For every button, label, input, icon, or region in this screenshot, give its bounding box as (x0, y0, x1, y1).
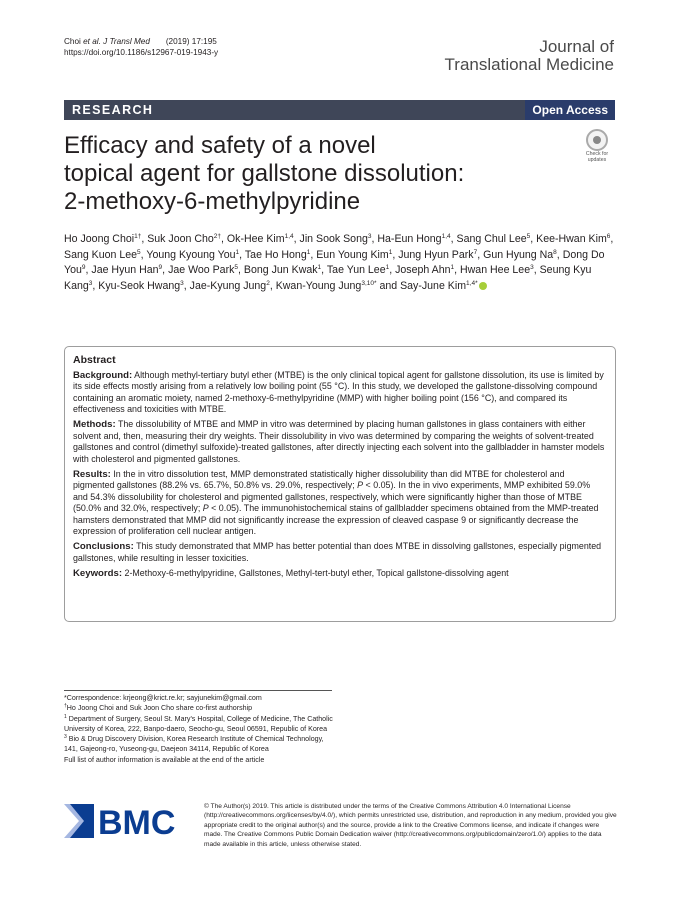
section-label: RESEARCH (72, 103, 154, 117)
author-affiliation-mark: 1 (450, 264, 455, 271)
author-affiliation-mark: 5 (526, 233, 531, 240)
author-list: Ho Joong Choi$^{1\dagger}$, Suk Joon Cho$^{2\dagger}$, Ok-Hee Kim$^{1,4}$, Jin Sook Song$^3$, Ha-Eun Hong$^{1,4}$, Sang Chul Lee$^5$, Kee-Hwan Kim$^6$, Sang Kuon Lee$^5$, Young Kyoung You$^1$, Tae Ho Hong$^1$, Eun Young Kim$^1$, Jung Hyun Park$^7$, Gun Hyung Na$^8$, Dong Do You$^9$, Jae Hyun Han$^9$, Jae Woo Park$^5$, Bong Jun Kwak$^1$, Tae Yun Lee$^1$, Joseph Ahn$^1$, Hwan Hee Lee$^3$, Seung Kyu Kang$^3$, Kyu-Seok Hwang$^3$, Jae-Kyung Jung$^2$, Kwan-Young Jung$^{3,10*}$ and Say-June Kim$^{1,4*}$ (64, 233, 614, 292)
author-name: Ok-Hee Kim (226, 233, 285, 245)
author-affiliation-mark: 3 (88, 279, 93, 287)
author-affiliation-mark: 1 (388, 248, 393, 256)
author-name: Kyu-Seok Hwang (98, 279, 181, 292)
abstract-keywords: Keywords: 2-Methoxy-6-methylpyridine, Gallstones, Methyl-tert-butyl ether, Topical gallstone-dissolving agent (73, 567, 509, 579)
abstract-heading: Abstract (73, 354, 116, 366)
author-affiliation-mark: 2† (213, 233, 222, 240)
abstract-results: Results: In the in vitro dissolution test, MMP demonstrated statistically higher dissolubility than did MTBE for cholesterol and pigmented gallstones (88.2% vs. 65.7%, 50.8% vs. 29.0%, respectively; P < 0.05). In the in vivo experiments, MMP exhibited 59.0% and 54.3% dissolubility for cholesterol and pigmented gallstones, respectively, which were significantly higher than those of MTBE (50.0% and 32.0%, respectively; P < 0.05). The immunohistochemical stains of gallbladder specimens obtained from the MMP-treated hamsters demonstrated that MMP did not significantly increase the expression of cleaved caspase 9 or significantly decrease the expression of proliferation cell nuclear antigen. (73, 468, 599, 536)
author-name: Ha-Eun Hong (377, 233, 442, 245)
author-name: Jung Hyun Park (398, 248, 474, 261)
author-affiliation-mark: 1 (235, 248, 240, 256)
author-name: Jae-Kyung Jung (189, 279, 267, 292)
check-updates-icon (586, 129, 608, 151)
abstract-conclusions: Conclusions: This study demonstrated that MMP has better potential than does MTBE in dissolving gallstones, especially pigmented gallstones, while resulting in lesser toxicities. (73, 541, 602, 563)
check-updates-text: Check for updates (585, 151, 609, 163)
author-affiliation-mark: 9 (81, 264, 86, 271)
author-name: Jin Sook Song (299, 233, 368, 245)
author-affiliation-mark: 3,10* (361, 279, 377, 287)
author-name: Eun Young Kim (316, 248, 389, 261)
section-bar (64, 100, 615, 120)
author-affiliation-mark: 1† (134, 233, 142, 240)
abstract-methods: Methods: The dissolubility of MTBE and MMP in vitro was determined by placing human gallstones in glass containers with either solvent and, then, measuring their dry weights. Their dissolubility in vivo was determined by comparing the weights of solvent-treated gallstones and control (dimethyl sulfoxide)-treated gallstones, after directly injecting each solvent into the gallbladder in hamster models with cholesterol and pigmented gallstones. (73, 419, 605, 464)
author-name: Dong Do You (64, 248, 605, 276)
author-affiliation-mark: 1 (385, 264, 390, 271)
author-name: Say-June Kim (400, 279, 467, 292)
author-name: Tae Ho Hong (244, 248, 307, 261)
journal-name: Journal of Translational Medicine (444, 37, 614, 74)
abstract-box (64, 346, 616, 622)
author-name: Seung Kyu Kang (64, 264, 592, 292)
bmc-logo-text: BMC (98, 804, 176, 840)
author-affiliation-mark: 9 (158, 264, 163, 271)
author-affiliation-mark: 1 (306, 248, 311, 256)
doi-link[interactable]: https://doi.org/10.1186/s12967-019-1943-y (64, 48, 219, 57)
author-name: Tae Yun Lee (326, 264, 386, 276)
author-name: Ho Joong Choi (64, 233, 135, 245)
author-affiliation-mark: 1,4 (441, 233, 451, 240)
author-affiliation-mark: 1,4* (466, 279, 478, 287)
author-name: Joseph Ahn (395, 264, 451, 276)
author-affiliation-mark: 3 (530, 264, 534, 271)
author-name: Sang Kuon Lee (64, 248, 138, 261)
correspondence: *Correspondence: krjeong@krict.re.kr; sayjunekim@gmail.com (64, 694, 262, 702)
article-title: Efficacy and safety of a novel topical agent for gallstone dissolution: 2-methoxy-6-methylpyridine (64, 132, 465, 215)
bmc-logo (64, 802, 194, 840)
check-for-updates-badge[interactable] (580, 129, 614, 163)
footnote-divider (64, 690, 332, 691)
open-access-badge: Open Access (525, 100, 615, 120)
author-name: Young Kyoung You (146, 248, 236, 261)
author-affiliation-mark: 5 (234, 264, 239, 271)
affiliation-3: $^3$ Bio & Drug Discovery Division, Korea Research Institute of Chemical Technology, 141, Gajeong-ro, Yuseong-gu, Daejeon 34114, Republic of Korea (64, 734, 324, 754)
author-name: Sang Chul Lee (456, 233, 527, 245)
author-affiliation-mark: 2 (266, 279, 270, 287)
bmc-logo-icon (64, 802, 194, 840)
author-affiliation-mark: 1 (317, 264, 322, 271)
author-name: Suk Joon Cho (147, 233, 214, 245)
author-affiliation-mark: 3 (180, 279, 184, 287)
author-name: Kee-Hwan Kim (536, 233, 607, 245)
orcid-icon[interactable] (479, 282, 487, 290)
footnotes (64, 693, 336, 765)
citation-header (64, 36, 218, 58)
more-info-note: Full list of author information is available at the end of the article (64, 755, 265, 764)
abstract-background: Background: Although methyl-tertiary butyl ether (MTBE) is the only clinical topical agent for gallstone dissolution, its use is limited by its side effects mostly arising from a relatively low boiling point (55 °C). In this study, we developed the gallstone-dissolving compound containing an aromatic moiety, named 2-methoxy-6-methylpyridine (MMP) with higher boiling point (156 °C), and compared its effectiveness and toxicities with MTBE. (73, 369, 604, 414)
author-affiliation-mark: 7 (473, 248, 478, 256)
affiliation-1: $^1$ Department of Surgery, Seoul St. Mary's Hospital, College of Medicine, The Catholic University of Korea, 222, Banpo-daero, Seocho-gu, Seoul 06591, Republic of Korea (64, 713, 333, 733)
license-text: © The Author(s) 2019. This article is distributed under the terms of the Creative Commons Attribution 4.0 International License (http://creativecommons.org/licenses/by/4.0/), which permits unrestricted use, distribution, and reproduction in any medium, provided you give appropriate credit to the original author(s) and the source, provide a link to the Creative Commons license, and indicate if changes were made. The Creative Commons Public Domain Dedication waiver (http://creativecommons.org/publicdomain/zero/1.0/) applies to the data made available in this article, unless otherwise stated. (204, 803, 617, 848)
author-affiliation-mark: 5 (137, 248, 141, 256)
author-affiliation-mark: 1,4 (284, 233, 294, 240)
author-name: Hwan Hee Lee (460, 264, 531, 276)
author-name: Bong Jun Kwak (243, 264, 318, 276)
cofirst-note: †Ho Joong Choi and Suk Joon Cho share co-first authorship (64, 703, 253, 713)
author-name: Kwan-Young Jung (275, 279, 362, 292)
author-name: Gun Hyung Na (483, 248, 554, 261)
author-name: Jae Hyun Han (91, 264, 159, 276)
author-affiliation-mark: 3 (367, 233, 372, 240)
author-name: Jae Woo Park (168, 264, 235, 276)
author-affiliation-mark: 6 (606, 233, 611, 240)
citation-line: Choi et al. J Transl Med (2019) 17:195 (64, 37, 217, 46)
author-affiliation-mark: 8 (553, 248, 557, 256)
